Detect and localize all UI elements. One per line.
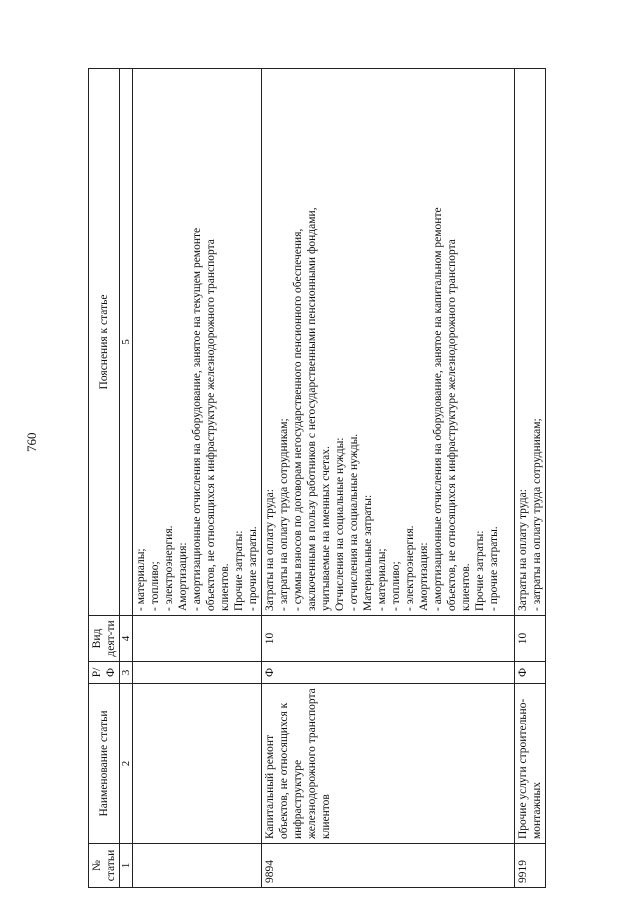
explanation-line: Отчисления на социальные нужды: xyxy=(334,437,346,611)
article-name: Капитальный ремонт объектов, не относящихся к инфраструктуре железнодорожного транспорта клиентов xyxy=(262,684,515,844)
explanation-line: заключенным в пользу работников с негосударственными пенсионными фондами, xyxy=(306,207,318,611)
header-explanations: Пояснения к статье xyxy=(89,69,120,616)
explanation-cell xyxy=(515,69,546,616)
explanation-line: Затраты на оплату труда: xyxy=(517,489,529,611)
explanation-line: Амортизация: xyxy=(177,542,189,611)
explanation-line: - затраты на оплату труда сотрудникам; xyxy=(531,418,543,611)
explanation-line: - материалы; xyxy=(135,548,147,611)
explanation-line: Материальные затраты: xyxy=(362,494,374,611)
explanation-line: - материалы; xyxy=(376,548,388,611)
explanation-line: клиентов. xyxy=(219,563,231,611)
explanation-line: объектов, не относящихся к инфраструктуре железнодорожного транспорта xyxy=(446,239,458,611)
table-row xyxy=(515,69,546,888)
explanation-line: - суммы взносов по договорам негосударственного пенсионного обеспечения, xyxy=(292,228,304,611)
explanation-cell xyxy=(133,69,262,616)
table-row-continued xyxy=(133,69,262,888)
column-index: 2 xyxy=(120,684,133,844)
explanation-line: - амортизационные отчисления на оборудование, занятое на капитальном ремонте xyxy=(432,207,444,611)
rf-value: Ф xyxy=(262,662,515,684)
explanation-line: - затраты на оплату труда сотрудникам; xyxy=(278,418,290,611)
page-number: 760 xyxy=(24,432,39,452)
header-article-number: № статьи xyxy=(89,844,120,888)
explanation-cell xyxy=(262,69,515,616)
explanation-line: - амортизационные отчисления на оборудование, занятое на текущем ремонте xyxy=(191,227,203,611)
explanation-line: клиентов. xyxy=(460,563,472,611)
header-activity-type: Вид деят-ти xyxy=(89,616,120,662)
column-index-row xyxy=(120,69,133,888)
explanation-line: Прочие затраты: xyxy=(233,530,245,611)
table-row xyxy=(262,69,515,888)
explanation-line: - прочие затраты. xyxy=(488,526,500,611)
header-article-name: Наименование статьи xyxy=(89,684,120,844)
rotated-table-container xyxy=(88,68,544,888)
explanation-line: - электроэнергия. xyxy=(404,525,416,611)
explanation-line: Прочие затраты: xyxy=(474,530,486,611)
explanation-line: - прочие затраты. xyxy=(247,526,259,611)
explanation-line: Затраты на оплату труда: xyxy=(264,489,276,611)
explanation-line: учитываемые на именных счетах. xyxy=(320,446,332,611)
header-rf: Р/Ф xyxy=(89,662,120,684)
explanation-line: - топливо; xyxy=(149,561,161,611)
activity-value: 10 xyxy=(515,616,546,662)
column-index: 4 xyxy=(120,616,133,662)
article-number: 9894 xyxy=(262,844,515,888)
column-index: 1 xyxy=(120,844,133,888)
explanation-line: - электроэнергия. xyxy=(163,525,175,611)
table-header-row xyxy=(89,69,120,888)
column-index: 5 xyxy=(120,69,133,616)
explanation-line: объектов, не относящихся к инфраструктуре железнодорожного транспорта xyxy=(205,239,217,611)
article-name: Прочие услуги строительно-монтажных xyxy=(515,684,546,844)
article-number: 9919 xyxy=(515,844,546,888)
explanation-line: Амортизация: xyxy=(418,542,430,611)
explanation-line: - отчисления на социальные нужды. xyxy=(348,433,360,611)
cost-items-table xyxy=(88,68,546,888)
activity-value: 10 xyxy=(262,616,515,662)
column-index: 3 xyxy=(120,662,133,684)
rf-value: Ф xyxy=(515,662,546,684)
explanation-line: - топливо; xyxy=(390,561,402,611)
